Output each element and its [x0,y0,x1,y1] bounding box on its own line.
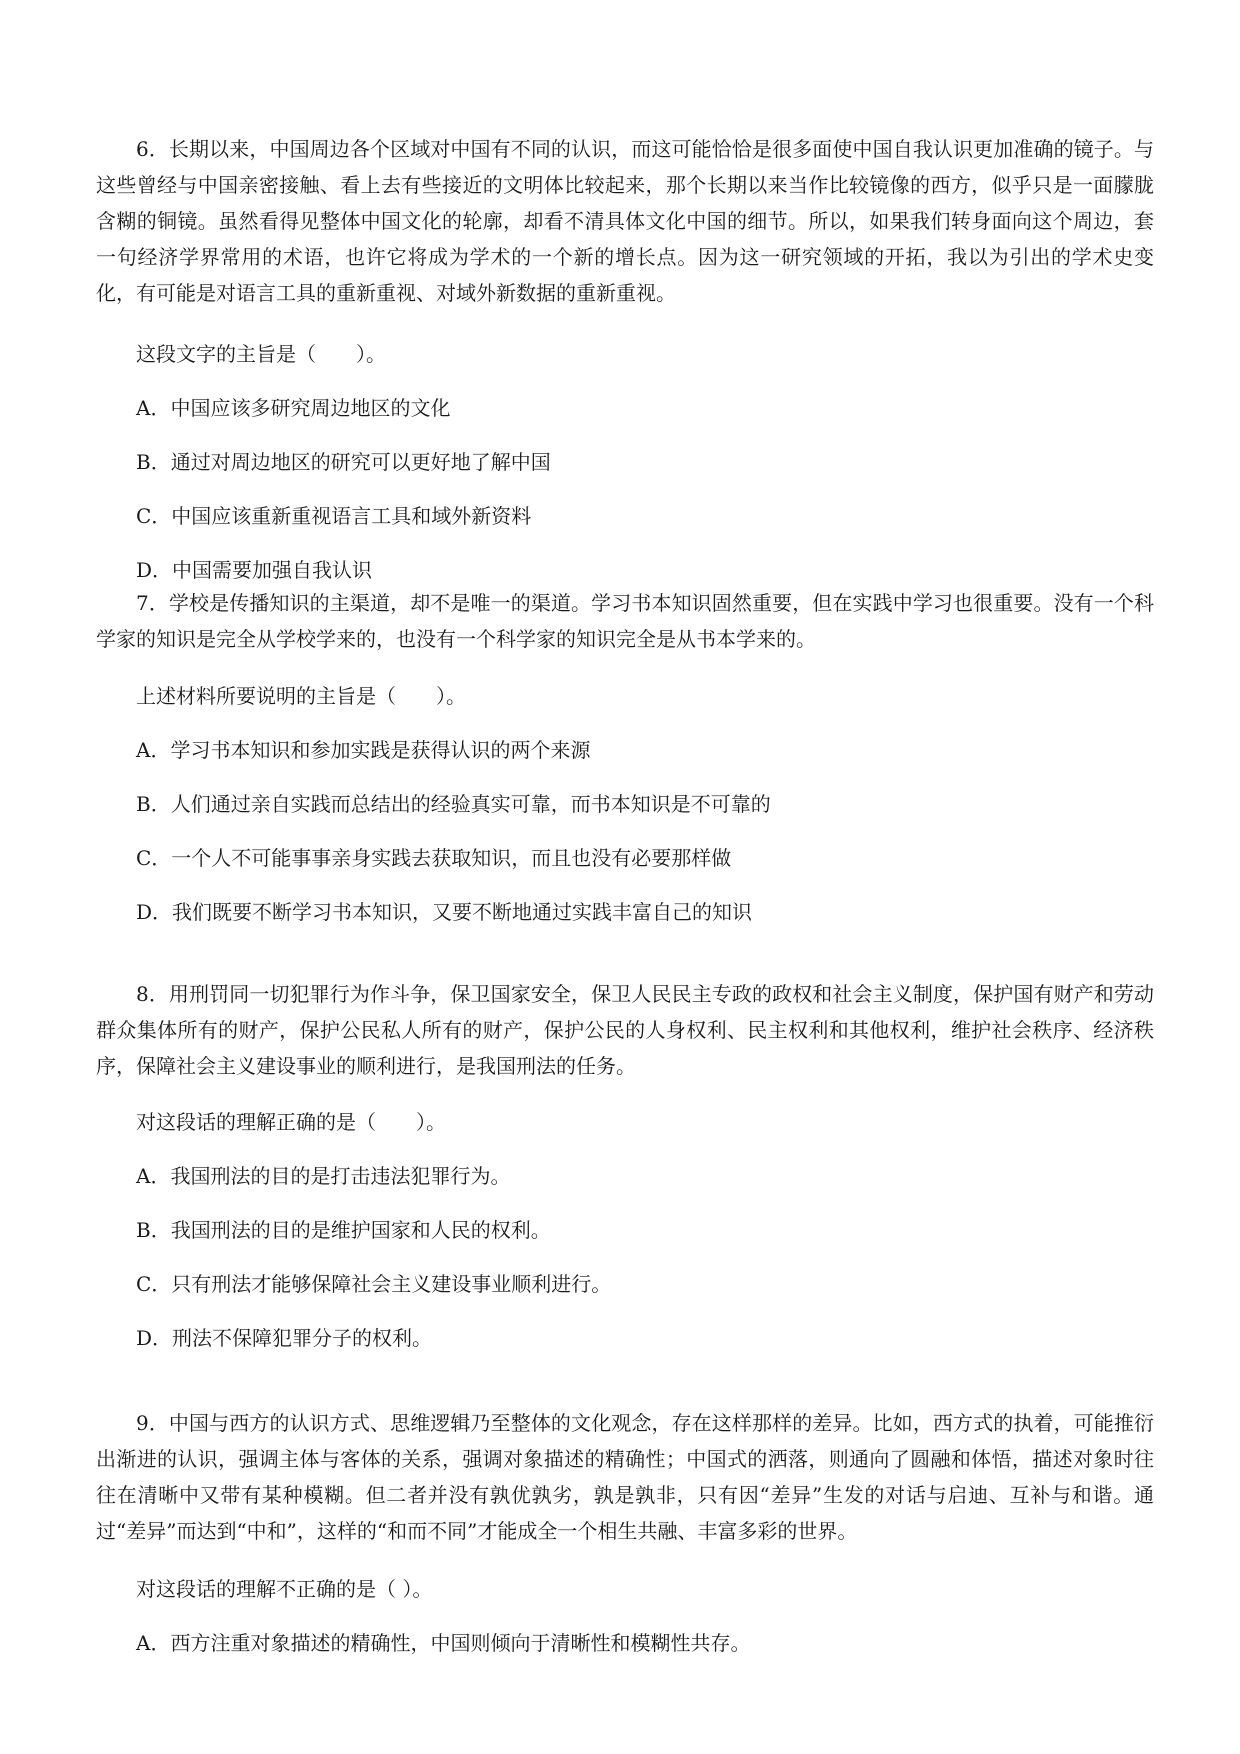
question-8 [96,976,1154,1356]
question-7-option-c: C．一个人不可能事事亲身实践去获取知识，而且也没有必要那样做 [136,846,732,870]
question-9-option-a: A．西方注重对象描述的精确性，中国则倾向于清晰性和模糊性共存。 [136,1631,751,1655]
question-6-option-c: C．中国应该重新重视语言工具和域外新资料 [136,504,532,528]
question-7-option-d: D．我们既要不断学习书本知识，又要不断地通过实践丰富自己的知识 [136,900,753,924]
question-7-stem: 上述材料所要说明的主旨是（ ）。 [136,684,466,708]
question-6-option-d: D．中国需要加强自我认识 [136,558,373,582]
question-9-options [96,1625,1154,1661]
question-8-option-d: D．刑法不保障犯罪分子的权利。 [136,1326,433,1350]
question-8-options [96,1158,1154,1356]
question-6-option-b: B．通过对周边地区的研究可以更好地了解中国 [136,450,551,474]
question-6-stem: 这段文字的主旨是（ ）。 [136,342,386,366]
question-8-stem: 对这段话的理解正确的是（ ）。 [136,1110,446,1134]
question-7 [96,585,1154,930]
question-6-option-a: A．中国应该多研究周边地区的文化 [136,396,451,420]
question-7-option-a: A．学习书本知识和参加实践是获得认识的两个来源 [136,738,591,762]
question-6-paragraph: 6．长期以来，中国周边各个区域对中国有不同的认识，而这可能恰恰是很多面使中国自我认识更加准确的镜子。与这些曾经与中国亲密接触、看上去有些接近的文明体比较起来，那个长期以来当作比较镜像的西方，似乎只是一面朦胧含糊的铜镜。虽然看得见整体中国文化的轮廓，却看不清具体文化中国的细节。所以，如果我们转身面向这个周边，套一句经济学界常用的术语，也许它将成为学术的一个新的增长点。因为这一研究领域的开拓，我以为引出的学术史变化，有可能是对语言工具的重新重视、对域外新数据的重新重视。 [96,137,1154,305]
question-9-stem: 对这段话的理解不正确的是（ ）。 [136,1577,433,1601]
question-7-option-b: B．人们通过亲自实践而总结出的经验真实可靠，而书本知识是不可靠的 [136,792,771,816]
question-6 [96,131,1154,588]
question-8-option-a: A．我国刑法的目的是打击违法犯罪行为。 [136,1164,511,1188]
question-6-options [96,390,1154,588]
question-8-option-c: C．只有刑法才能够保障社会主义建设事业顺利进行。 [136,1272,612,1296]
question-9 [96,1405,1154,1661]
question-8-paragraph: 8．用刑罚同一切犯罪行为作斗争，保卫国家安全，保卫人民民主专政的政权和社会主义制度，保护国有财产和劳动群众集体所有的财产，保护公民私人所有的财产，保护公民的人身权利、民主权利和其他权利，维护社会秩序、经济秩序，保障社会主义建设事业的顺利进行，是我国刑法的任务。 [96,982,1154,1078]
question-9-paragraph: 9．中国与西方的认识方式、思维逻辑乃至整体的文化观念，存在这样那样的差异。比如，西方式的执着，可能推衍出渐进的认识，强调主体与客体的关系，强调对象描述的精确性；中国式的洒落，则通向了圆融和体悟，描述对象时往往在清晰中又带有某种模糊。但二者并没有孰优孰劣，孰是孰非，只有因“差异”生发的对话与启迪、互补与和谐。通过“差异”而达到“中和”，这样的“和而不同”才能成全一个相生共融、丰富多彩的世界。 [96,1411,1154,1543]
question-7-options [96,732,1154,930]
question-8-option-b: B．我国刑法的目的是维护国家和人民的权利。 [136,1218,551,1242]
question-7-paragraph: 7．学校是传播知识的主渠道，却不是唯一的渠道。学习书本知识固然重要，但在实践中学习也很重要。没有一个科学家的知识是完全从学校学来的，也没有一个科学家的知识完全是从书本学来的。 [96,591,1154,651]
